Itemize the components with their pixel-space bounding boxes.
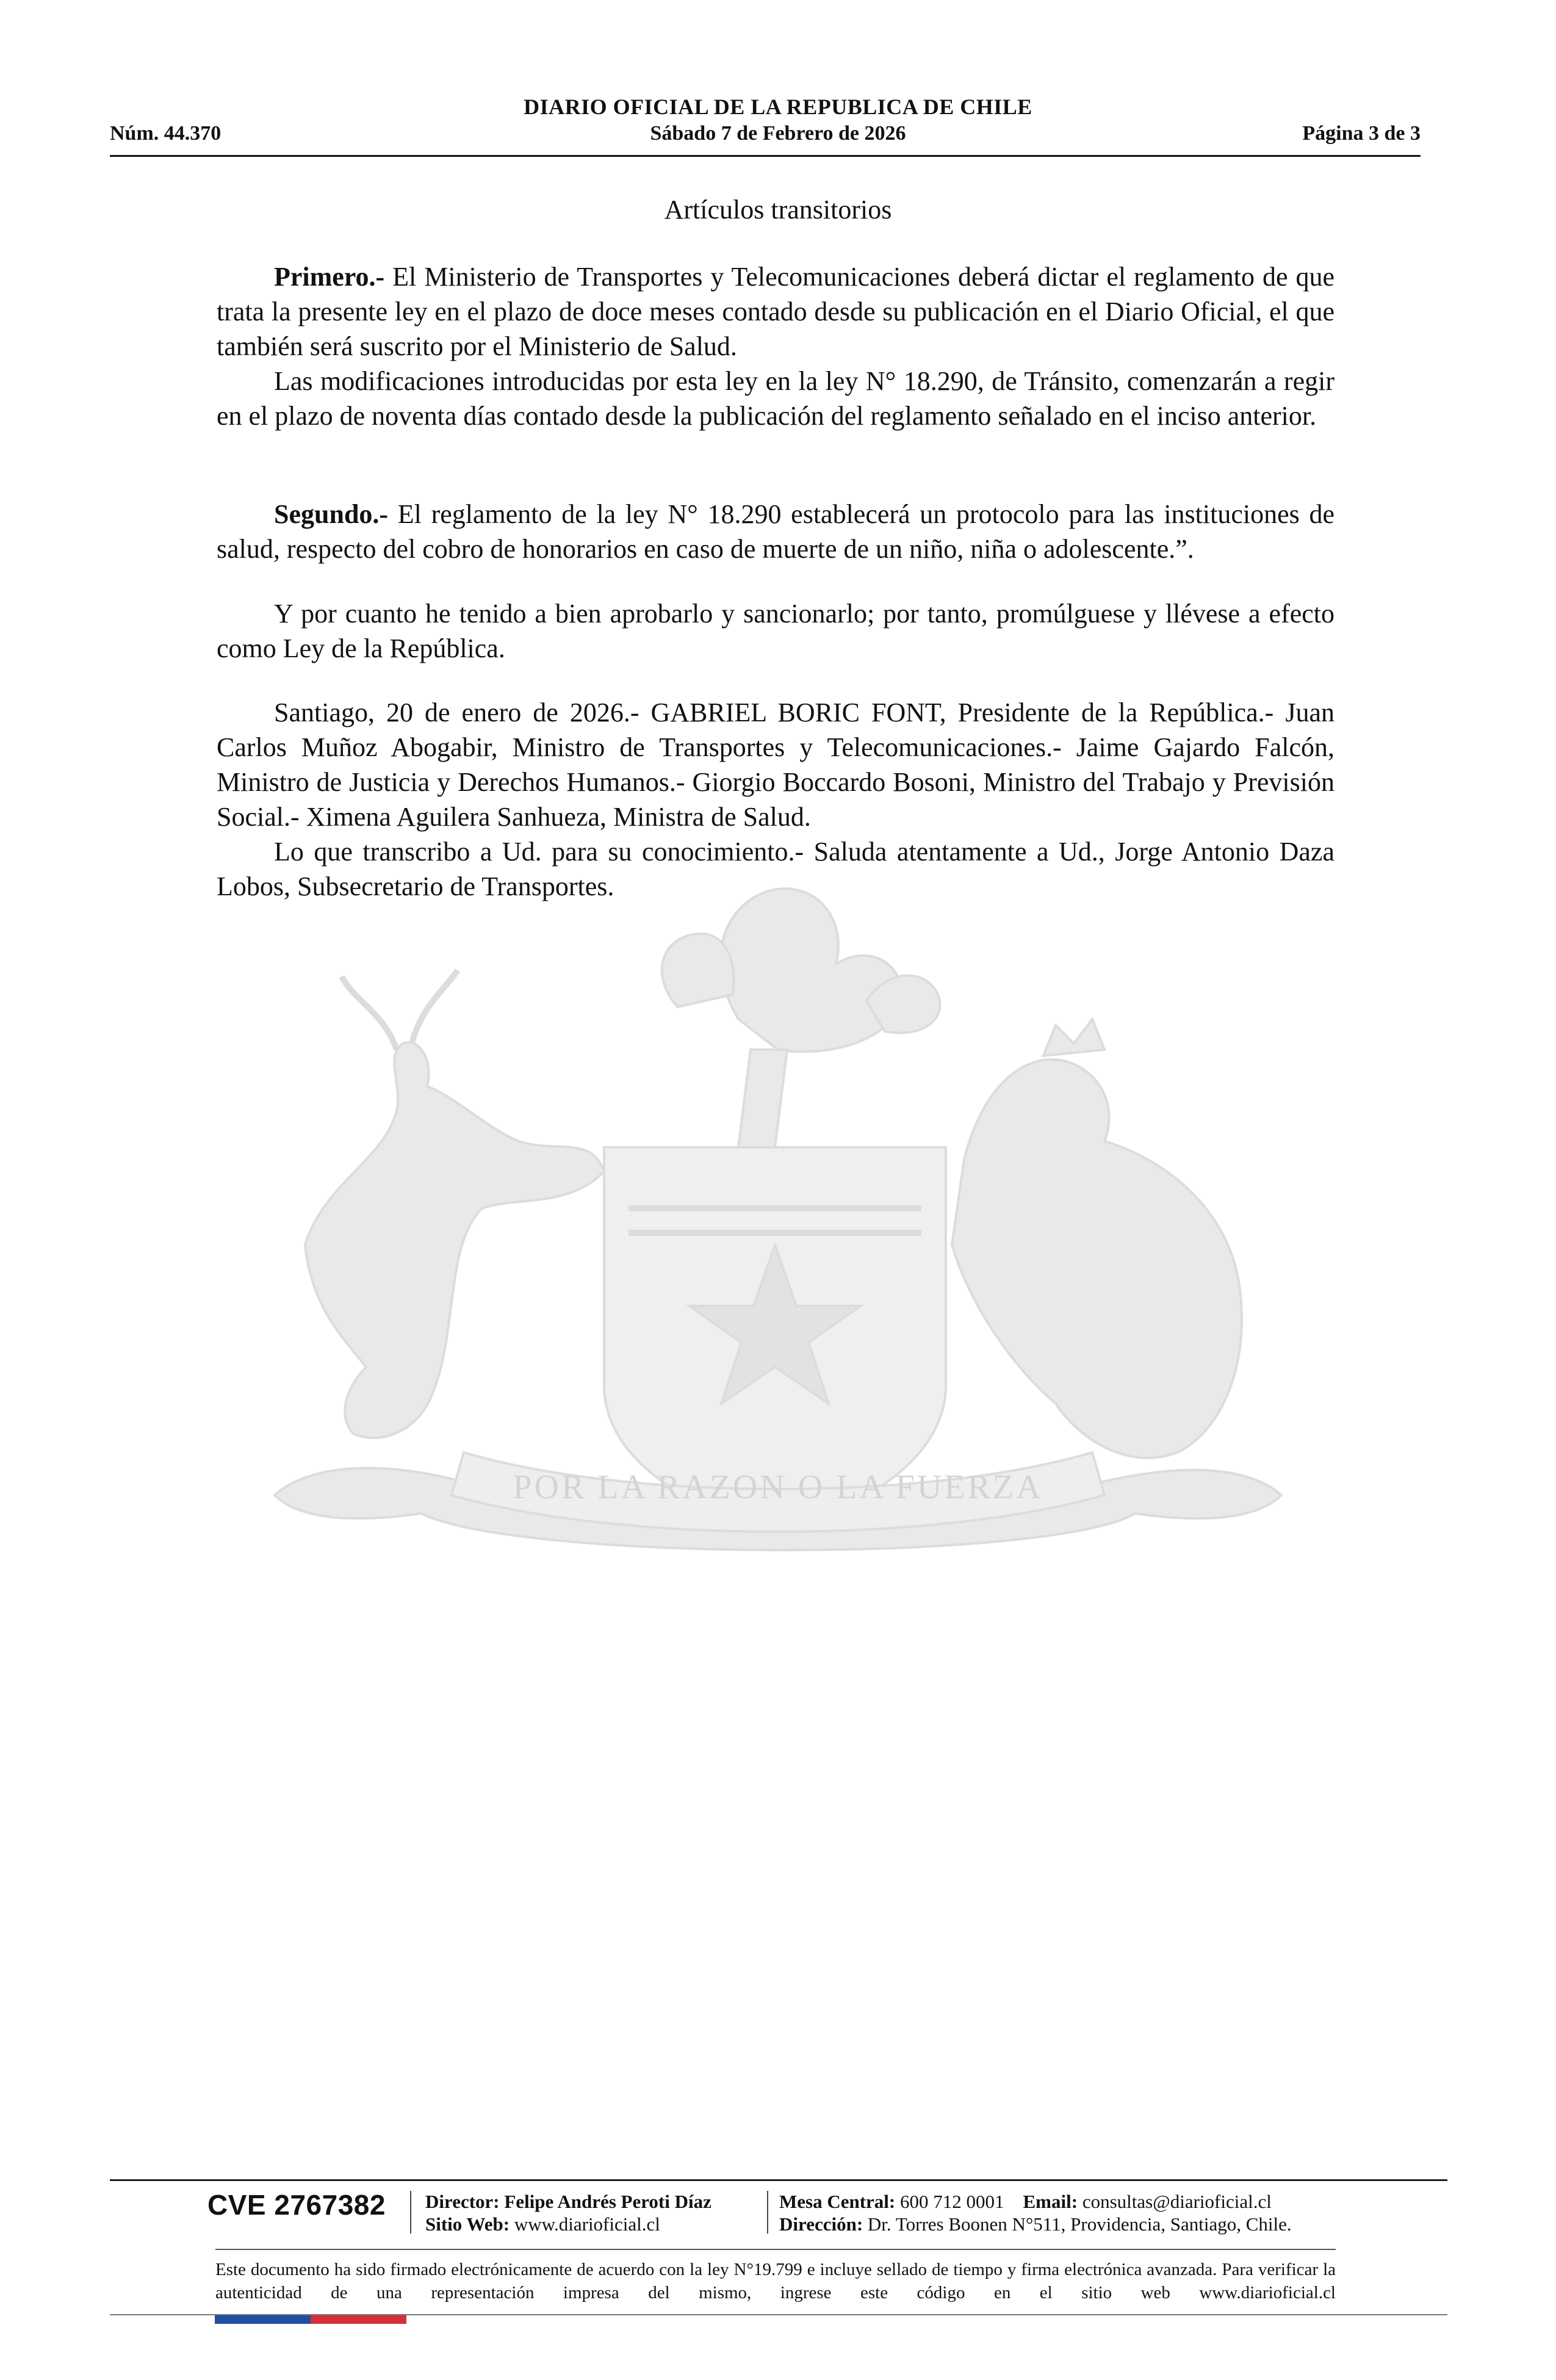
article-segundo: [217, 497, 1334, 566]
article-label-primero: Primero.-: [274, 262, 385, 292]
director-name: Felipe Andrés Peroti Díaz: [504, 2191, 711, 2212]
footer-separator: [410, 2191, 411, 2234]
flag-bar-red: [311, 2315, 406, 2324]
email-link[interactable]: consultas@diarioficial.cl: [1082, 2191, 1272, 2212]
email-label: Email:: [1023, 2191, 1078, 2212]
address-label: Dirección:: [779, 2213, 863, 2235]
website-line: [425, 2213, 660, 2235]
article-label-segundo: Segundo.-: [274, 499, 389, 529]
cve-code: CVE 2767382: [207, 2189, 386, 2221]
issue-number: Núm. 44.370: [110, 122, 222, 145]
article-primero-paragraph-2: Las modificaciones introducidas por esta ley en la ley N° 18.290, de Tránsito, comenzarán a regir en el plazo de noventa días contado desde la publicación del reglamento señalado en el inciso anterior.: [217, 366, 1334, 431]
address-line: [779, 2213, 1292, 2235]
address-value: Dr. Torres Boonen N°511, Providencia, Santiago, Chile.: [867, 2213, 1292, 2235]
promulgation-paragraph: [217, 596, 1334, 666]
article-primero: [217, 259, 1334, 433]
seal-motto: POR LA RAZON O LA FUERZA: [513, 1468, 1043, 1506]
contact-line: [779, 2191, 1272, 2213]
website-link[interactable]: www.diarioficial.cl: [514, 2213, 660, 2235]
director-line: [425, 2191, 711, 2213]
signatures-block: [217, 695, 1334, 904]
footer-separator: [767, 2191, 768, 2234]
promulgation-text: Y por cuanto he tenido a bien aprobarlo y sancionarlo; por tanto, promúlguese y llévese a efecto como Ley de la República.: [217, 599, 1334, 663]
signatures-text: Santiago, 20 de enero de 2026.- GABRIEL BORIC FONT, Presidente de la República.- Juan Carlos Muñoz Abogabir, Ministro de Transportes y Telecomunicaciones.- Jaime Gajardo Falcón, Ministro de Justicia y Derechos Humanos.- Giorgio Boccardo Bosoni, Ministro del Trabajo y Previsión Social.- Ximena Aguilera Sanhueza, Ministra de Salud.: [217, 698, 1334, 832]
electronic-signature-notice: Este documento ha sido firmado electrónicamente de acuerdo con la ley N°19.799 e incluye sellado de tiempo y firma electrónica avanzada. Para verificar la autenticidad de una representación impresa del mismo, ingrese este código en el sitio web www.diarioficial.cl: [215, 2260, 1336, 2302]
article-text-segundo: El reglamento de la ley N° 18.290 establecerá un protocolo para las instituciones de salud, respecto del cobro de honorarios en caso de muerte de un niño, niña o adolescente.”.: [217, 499, 1334, 564]
header-divider: [110, 155, 1421, 157]
footer-divider-mid: [215, 2249, 1336, 2250]
footer-divider-top: [110, 2179, 1447, 2181]
issue-date: Sábado 7 de Febrero de 2026: [650, 122, 906, 145]
section-title: Artículos transitorios: [664, 195, 892, 225]
page-indicator: Página 3 de 3: [1302, 122, 1421, 145]
publication-title: DIARIO OFICIAL DE LA REPUBLICA DE CHILE: [524, 95, 1032, 119]
coat-of-arms-icon: [201, 867, 1355, 1666]
closing-text: Lo que transcribo a Ud. para su conocimiento.- Saluda atentamente a Ud., Jorge Antonio Daza Lobos, Subsecretario de Transportes.: [217, 837, 1334, 901]
director-label: Director:: [425, 2191, 500, 2212]
mesa-label: Mesa Central:: [779, 2191, 896, 2212]
mesa-phone: 600 712 0001: [900, 2191, 1004, 2212]
article-text-primero: El Ministerio de Transportes y Telecomunicaciones deberá dictar el reglamento de que trata la presente ley en el plazo de doce meses contado desde su publicación en el Diario Oficial, el que también será suscrito por el Ministerio de Salud.: [217, 262, 1334, 361]
flag-bar-blue: [215, 2315, 311, 2324]
website-label: Sitio Web:: [425, 2213, 510, 2235]
